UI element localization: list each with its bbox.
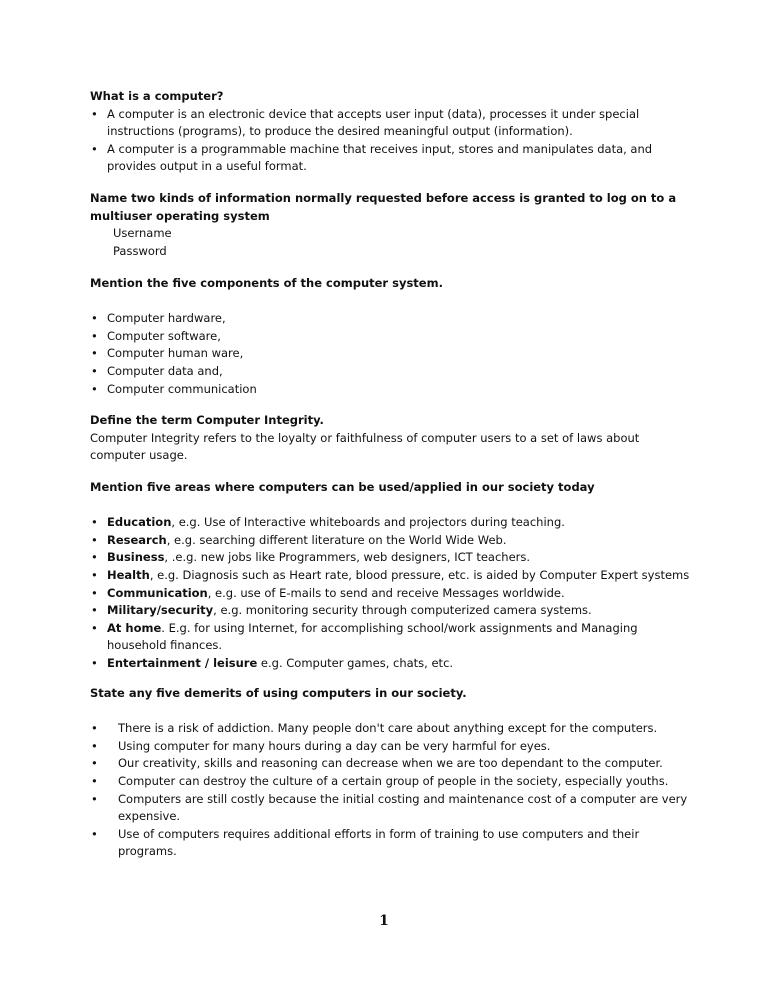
bullet-list <box>90 514 690 672</box>
section-heading: Mention the five components of the computer system. <box>90 276 443 290</box>
list-item <box>90 532 690 550</box>
item-text: . E.g. for using Internet, for accomplishing school/work assignments and Managing household finances. <box>107 620 638 653</box>
list-item <box>90 549 690 567</box>
list-item: • Using computer for many hours during a day can be very harmful for eyes. <box>90 738 690 756</box>
item-term: Research <box>107 532 167 547</box>
item-term: At home <box>107 620 162 635</box>
list-item: Password <box>113 243 167 258</box>
list-item: • Computer communication <box>90 381 690 399</box>
item-term: Health <box>107 567 150 582</box>
item-text: , .e.g. new jobs like Programmers, web designers, ICT teachers. <box>164 550 531 565</box>
item-text: , e.g. use of E-mails to send and receive Messages worldwide. <box>207 585 565 600</box>
list-item: • Computer data and, <box>90 363 690 381</box>
list-item: • A computer is an electronic device that accepts user input (data), processes it under special instructions (programs), to produce the desired meaningful output (information). <box>90 106 690 141</box>
list-item: • Use of computers requires additional efforts in form of training to use computers and their programs. <box>90 826 690 861</box>
list-item: • Computers are still costly because the initial costing and maintenance cost of a computer are very expensive. <box>90 791 690 826</box>
list-item: Username <box>113 226 172 241</box>
list-item <box>90 602 690 620</box>
list-item <box>90 567 690 585</box>
list-item: • Computer human ware, <box>90 345 690 363</box>
list-item: • A computer is a programmable machine that receives input, stores and manipulates data, and provides output in a useful format. <box>90 141 690 176</box>
section-what-is-computer <box>90 88 690 176</box>
list-item <box>90 620 690 655</box>
list-item <box>90 655 690 673</box>
bullet-list <box>90 310 690 398</box>
item-term: Military/security <box>107 603 214 618</box>
item-text: , e.g. monitoring security through computerized camera systems. <box>213 603 592 618</box>
item-text: , e.g. Use of Interactive whiteboards and projectors during teaching. <box>171 515 565 530</box>
list-item: • Computer software, <box>90 328 690 346</box>
section-integrity <box>90 412 690 465</box>
list-item: • Computer can destroy the culture of a certain group of people in the society, especially youths. <box>90 773 690 791</box>
section-heading: What is a computer? <box>90 89 224 103</box>
item-term: Entertainment / leisure <box>107 655 258 670</box>
list-item: • Computer hardware, <box>90 310 690 328</box>
item-text: , e.g. Diagnosis such as Heart rate, blood pressure, etc. is aided by Computer Expert systems <box>149 567 690 582</box>
section-applications <box>90 479 690 673</box>
item-text: e.g. Computer games, chats, etc. <box>257 655 454 670</box>
section-heading: State any five demerits of using computers in our society. <box>90 686 467 700</box>
section-components <box>90 275 690 398</box>
list-item: • There is a risk of addiction. Many people don't care about anything except for the computers. <box>90 720 690 738</box>
bullet-list <box>90 720 690 861</box>
bullet-list <box>90 106 690 176</box>
section-heading: Define the term Computer Integrity. <box>90 413 324 427</box>
list-item <box>90 585 690 603</box>
section-demerits <box>90 685 690 861</box>
list-item: • Our creativity, skills and reasoning can decrease when we are too dependant to the computer. <box>90 755 690 773</box>
section-heading: Mention five areas where computers can be used/applied in our society today <box>90 480 595 494</box>
item-term: Communication <box>107 585 208 600</box>
item-term: Education <box>107 515 172 530</box>
section-heading: Name two kinds of information normally requested before access is granted to log on to a multiuser operating system <box>90 191 677 223</box>
definition-text: Computer Integrity refers to the loyalty or faithfulness of computer users to a set of laws about computer usage. <box>90 430 640 463</box>
section-login-info <box>90 190 690 260</box>
list-item <box>90 514 690 532</box>
item-term: Business <box>107 550 165 565</box>
item-text: , e.g. searching different literature on the World Wide Web. <box>166 532 507 547</box>
page-number: 1 <box>379 913 389 929</box>
